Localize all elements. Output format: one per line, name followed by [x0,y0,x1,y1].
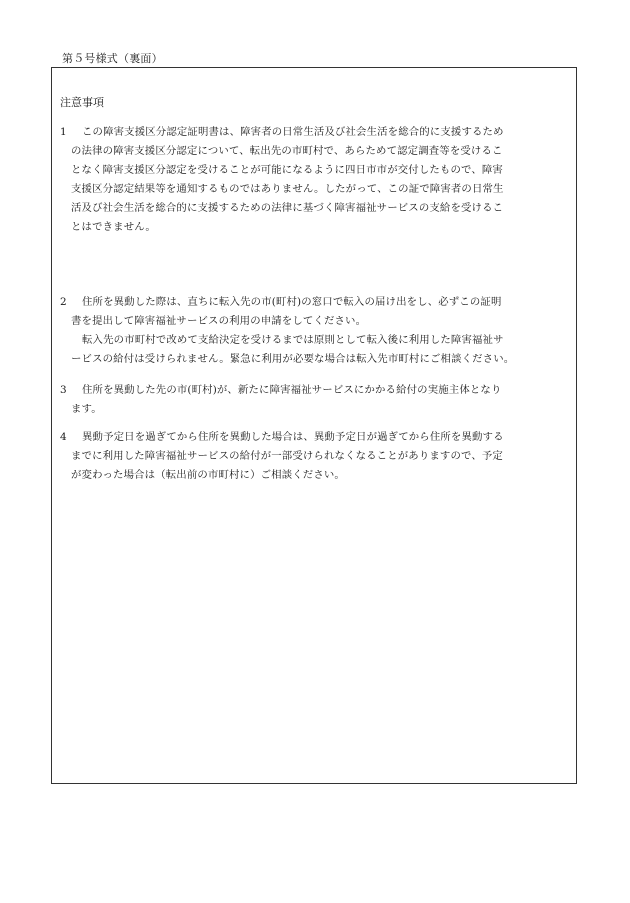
notice-item-1-line-5: 活及び社会生活を総合的に支援するための法律に基づく障害福祉サービスの支給を受けるこ [71,202,504,214]
notice-item-4-line-2: までに利用した障害福祉サービスの給付が一部受けられなくなることがありますので、予定 [71,450,503,462]
notice-item-2-line-1 [60,293,572,312]
notice-heading: 注意事項 [60,96,104,109]
notice-item-1 [60,123,572,237]
notice-item-3-text-1: 住所を異動した先の市(町村)が、新たに障害福祉サービスにかかる給付の実施主体となり [82,384,502,396]
notice-item-3-number: 3 [60,384,67,396]
notice-item-1-line-3: となく障害支援区分認定を受けることが可能になるように四日市市が交付したもので、障害 [71,164,503,176]
notice-item-2-text-1: 住所を異動した際は、直ちに転入先の市(町村)の窓口で転入の届け出をし、必ずこの証明 [82,296,502,308]
notice-item-2 [60,293,572,369]
notice-item-4-line-3: が変わった場合は（転出前の市町村に）ご相談ください。 [71,469,345,481]
notice-item-2-line-2: 書を提出して障害福祉サービスの利用の申請をしてください。 [71,315,367,327]
notice-item-1-text-1: この障害支援区分認定証明書は、障害者の日常生活及び社会生活を総合的に支援するため [82,126,504,138]
notice-item-3-line-1 [60,381,572,400]
notice-item-2-number: 2 [60,296,67,308]
notice-item-3-line-2: ます。 [71,403,102,415]
notice-item-4 [60,428,572,485]
notice-item-4-number: 4 [60,431,67,443]
notice-item-4-line-1 [60,428,572,447]
notice-item-1-line-1 [60,123,572,142]
form-number-label: 第５号様式（裏面） [62,52,163,65]
notice-item-1-number: 1 [60,126,67,138]
notice-item-1-line-6: とはできません。 [71,221,156,233]
notice-item-2-line-4: ービスの給付は受けられません。緊急に利用が必要な場合は転入先市町村にご相談ください。 [71,353,515,365]
notice-frame [51,67,577,784]
notice-item-1-line-4: 支援区分認定結果等を通知するものではありません。したがって、この証で障害者の日常生 [71,183,504,195]
notice-item-4-text-1: 異動予定日を過ぎてから住所を異動した場合は、異動予定日が過ぎてから住所を異動する [82,431,504,443]
notice-item-1-line-2: の法律の障害支援区分認定について、転出先の市町村で、あらためて認定調査等を受けるこ [71,145,503,157]
notice-item-2-line-3: 転入先の市町村で改めて支給決定を受けるまでは原則として転入後に利用した障害福祉サ [82,334,504,346]
notice-item-3 [60,381,572,419]
